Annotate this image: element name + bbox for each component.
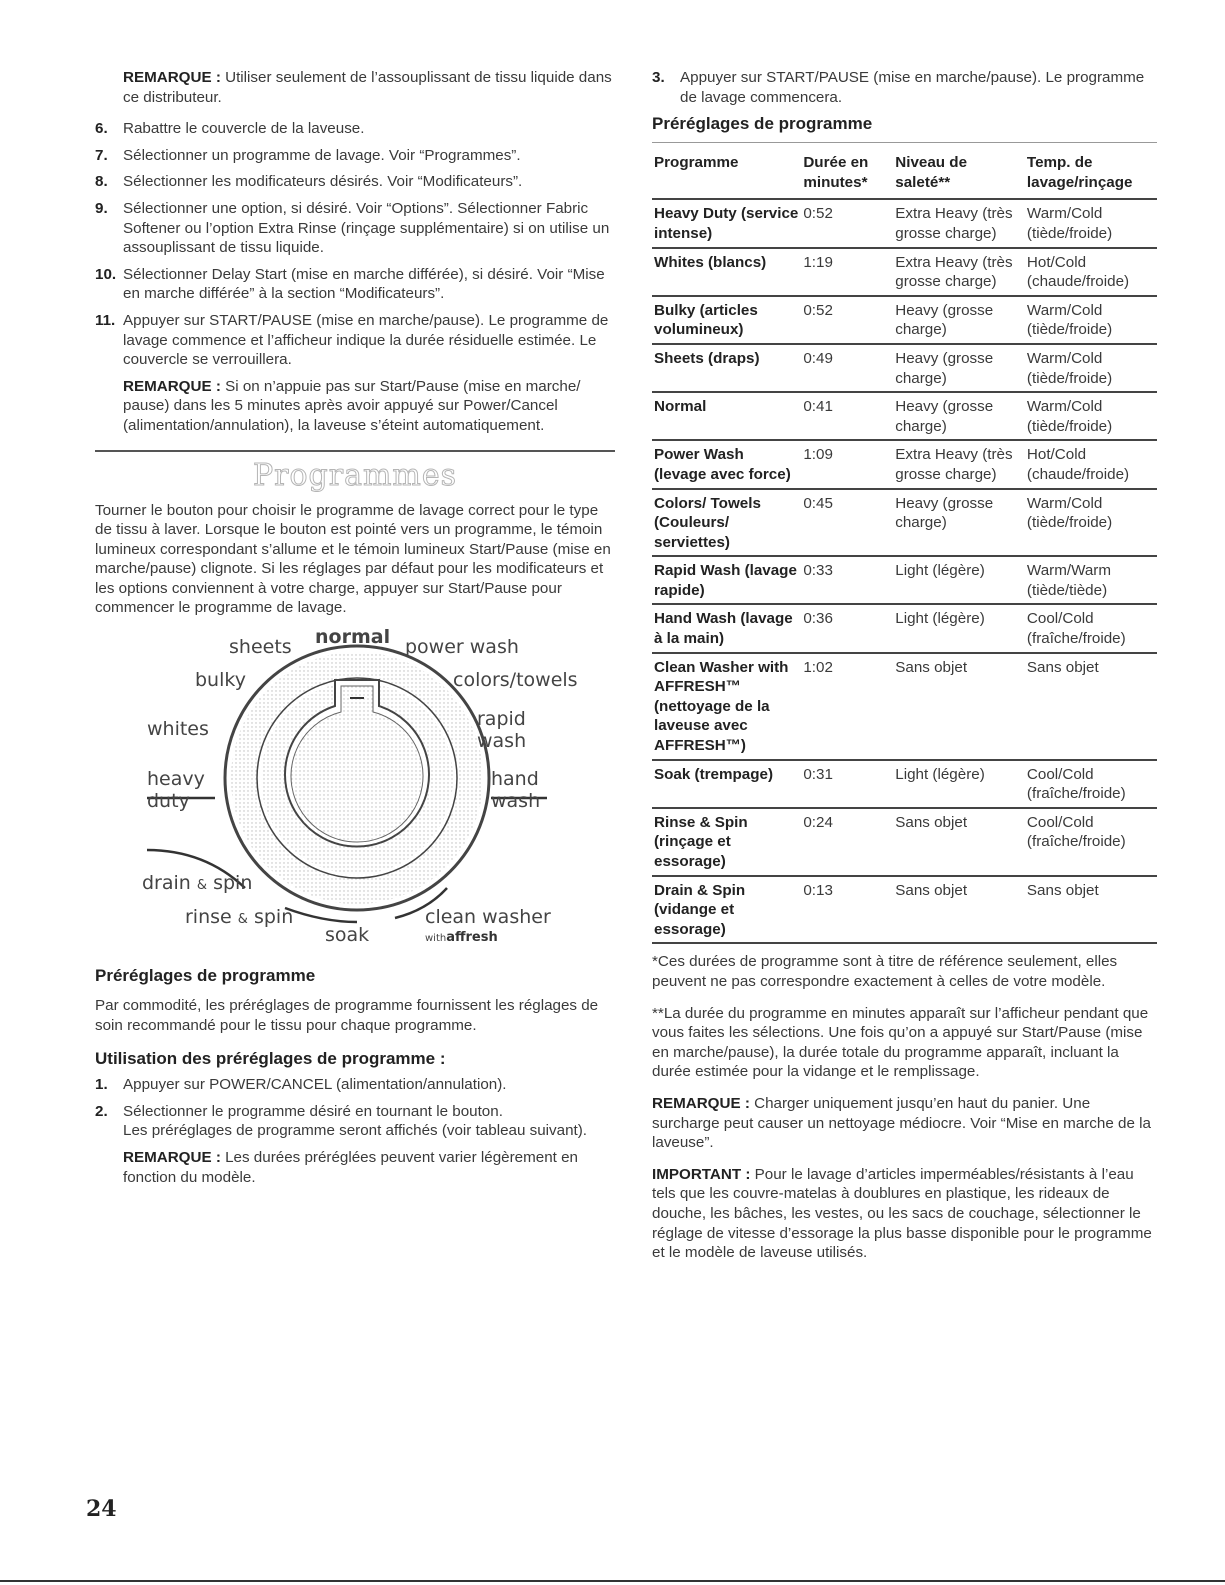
page-number: 24 — [86, 1496, 117, 1522]
dial-label-rapid: rapid — [477, 708, 526, 731]
dial-label-clean-washer: clean washer — [425, 906, 551, 929]
table-row — [652, 392, 1157, 440]
cell-duration: 0:45 — [803, 494, 833, 512]
step-item: 9. Sélectionner une option, si désiré. Voir “Options”. Sélectionner Fabric Softener ou l’option Extra Rinse (rinçage supplémentaire) si on utilise un assouplissant de tissu liquide. — [95, 199, 610, 257]
note-preset-durations: REMARQUE : Les durées préréglées peuvent varier légèrement en fonction du modèle. — [123, 1149, 578, 1186]
cell-duration: 0:33 — [803, 562, 833, 580]
footnote-display: **La durée du programme en minutes apparaît sur l’afficheur pendant que vous faites les sélections. Une fois qu’on a appuyé sur Start/Pause (mise en marche/pause), la durée totale du programme apparaît, incluant la durée estimée pour la vidange et le remplissage. — [652, 1004, 1149, 1081]
bottom-border — [0, 1580, 1225, 1582]
cell-program: Hand Wash (lavage à la main) — [654, 610, 793, 648]
cell-temperature: Warm/Cold (tiède/froide) — [1026, 398, 1113, 435]
cell-temperature: Warm/Cold (tiède/froide) — [1026, 301, 1113, 339]
table-body — [652, 199, 1157, 943]
usage-step-item: 2. Sélectionner le programme désiré en tournant le bouton. Les préréglages de programme seront affichés (voir tableau suivant). — [95, 1102, 588, 1140]
cell-soil-level: Light (légère) — [895, 562, 985, 580]
cell-soil-level: Extra Heavy (très grosse charge) — [895, 446, 1013, 483]
cell-soil-level: Extra Heavy (très grosse charge) — [895, 205, 1013, 242]
footnote-durations: *Ces durées de programme sont à titre de référence seulement, elles peuvent ne pas correspondre exactement à celles de votre modèle. — [652, 953, 1118, 990]
cell-program: Power Wash (levage avec force) — [654, 446, 791, 483]
usage-steps-list — [95, 1075, 615, 1141]
cell-program: Colors/ Towels (Couleurs/ serviettes) — [654, 494, 761, 551]
cell-temperature: Cool/Cold (fraîche/froide) — [1026, 813, 1126, 851]
column-header: Niveau de saleté** — [893, 143, 1025, 200]
table-row — [652, 653, 1157, 760]
table-row — [652, 248, 1157, 296]
dial-label-hand: hand — [491, 768, 539, 791]
dial-label-wash: wash — [477, 730, 527, 753]
cell-program: Rapid Wash (lavage rapide) — [654, 562, 797, 599]
cell-temperature: Warm/Cold (tiède/froide) — [1026, 205, 1113, 242]
dial-label-power-wash: power wash — [405, 636, 519, 659]
table-header-row — [652, 143, 1157, 200]
cell-temperature: Sans objet — [1026, 881, 1099, 899]
cell-duration: 0:13 — [803, 881, 833, 899]
note-softener: REMARQUE : Utiliser seulement de l’assouplissant de tissu liquide dans ce distributeur. — [123, 69, 612, 106]
cell-duration: 0:36 — [803, 610, 833, 628]
table-heading: Préréglages de programme — [652, 114, 873, 134]
table-row — [652, 604, 1157, 652]
cell-duration: 1:02 — [803, 658, 833, 676]
left-column — [95, 68, 615, 1199]
steps-list — [95, 119, 615, 370]
cell-soil-level: Extra Heavy (très grosse charge) — [895, 253, 1013, 291]
column-header: Programme — [652, 143, 801, 200]
dial-label-duty: duty — [147, 790, 190, 813]
affresh-logo: affresh — [446, 930, 498, 946]
cell-soil-level: Sans objet — [895, 658, 968, 676]
dial-label-soak: soak — [325, 924, 370, 947]
cell-duration: 0:24 — [803, 813, 833, 831]
table-row — [652, 760, 1157, 808]
column-header: Durée en minutes* — [801, 143, 893, 200]
cell-temperature: Sans objet — [1026, 658, 1099, 676]
dial-label-bulky: bulky — [195, 669, 246, 692]
cell-program: Whites (blancs) — [654, 253, 767, 271]
table-row — [652, 489, 1157, 557]
note-load-level: REMARQUE : Charger uniquement jusqu’en haut du panier. Une surcharge peut causer un nettoyage médiocre. Voir “Mise en marche de la laveuse”. — [652, 1094, 1151, 1152]
cell-duration: 0:31 — [803, 765, 833, 783]
dial-label-normal: normal — [315, 626, 391, 649]
important-waterproof: IMPORTANT : Pour le lavage d’articles imperméables/résistants à l’eau tels que les couvre-matelas à doublures en plastique, les rideaux de douche, les bâches, les vestes, ou les sacs de couchage, sélectionner le réglage de vitesse d’essorage la plus basse disponible pour le programme et le modèle de laveuse utilisés. — [652, 1165, 1152, 1262]
cell-temperature: Cool/Cold (fraîche/froide) — [1026, 765, 1126, 803]
cell-program: Heavy Duty (service intense) — [654, 205, 799, 242]
dial-label-rinse-spin: rinse & spin — [185, 906, 294, 929]
dial-label-wash: wash — [491, 790, 541, 813]
cell-soil-level: Light (légère) — [895, 765, 985, 783]
section-title: Programmes — [252, 457, 458, 493]
right-column — [652, 68, 1157, 1263]
cell-soil-level: Heavy (grosse charge) — [895, 349, 994, 387]
cell-program: Normal — [654, 398, 707, 416]
cell-temperature: Cool/Cold (fraîche/froide) — [1026, 610, 1126, 648]
step-item: 11. Appuyer sur START/PAUSE (mise en marche/pause). Le programme de lavage commence et l’afficheur indique la durée résiduelle estimée. Le couvercle se verrouillera. — [95, 311, 609, 369]
cycle-presets-table — [652, 142, 1157, 944]
table-row — [652, 876, 1157, 944]
step-item: 10. Sélectionner Delay Start (mise en marche différée), si désiré. Voir “Mise en marche différée” à la section “Modificateurs”. — [95, 265, 605, 303]
table-row — [652, 296, 1157, 344]
step-item: 3. Appuyer sur START/PAUSE (mise en marche/pause). Le programme de lavage commencera. — [652, 69, 1145, 106]
section-divider — [95, 450, 615, 452]
cell-program: Rinse & Spin (rinçage et essorage) — [654, 813, 748, 870]
dial-label-whites: whites — [147, 718, 209, 741]
cell-program: Clean Washer with AFFRESH™ (nettoyage de la laveuse avec AFFRESH™) — [654, 658, 789, 755]
dial-label-with-affresh: withaffresh — [425, 930, 498, 946]
cell-soil-level: Heavy (grosse charge) — [895, 494, 994, 532]
presets-heading: Préréglages de programme — [95, 966, 316, 986]
cell-soil-level: Heavy (grosse charge) — [895, 301, 994, 339]
cell-duration: 0:52 — [803, 205, 833, 223]
usage-heading: Utilisation des préréglages de programme : — [95, 1049, 446, 1069]
cell-soil-level: Sans objet — [895, 881, 968, 899]
cell-duration: 0:49 — [803, 349, 833, 367]
dial-label-colors-towels: colors/towels — [453, 669, 578, 692]
cell-soil-level: Light (légère) — [895, 610, 985, 628]
cell-duration: 0:41 — [803, 398, 833, 416]
dial-label-sheets: sheets — [229, 636, 292, 659]
cell-soil-level: Sans objet — [895, 813, 968, 831]
presets-text: Par commodité, les préréglages de programme fournissent les réglages de soin recommandé pour le tissu pour chaque programme. — [95, 997, 599, 1034]
step-item: 7. Sélectionner un programme de lavage. Voir “Programmes”. — [95, 146, 521, 164]
table-row — [652, 199, 1157, 247]
cell-duration: 0:52 — [803, 301, 833, 319]
right-steps-list — [652, 68, 1157, 107]
step-item: 8. Sélectionner les modificateurs désirés. Voir “Modificateurs”. — [95, 173, 523, 191]
table-row — [652, 344, 1157, 392]
note-auto-off: REMARQUE : Si on n’appuie pas sur Start/Pause (mise en marche/ pause) dans les 5 minutes après avoir appuyé sur Power/Cancel (alimentation/annulation), la laveuse s’éteint automatiquement. — [123, 377, 581, 434]
cell-program: Soak (trempage) — [654, 765, 774, 783]
column-header: Temp. de lavage/rinçage — [1025, 143, 1157, 200]
cell-temperature: Hot/Cold (chaude/froide) — [1026, 253, 1130, 291]
cell-duration: 1:19 — [803, 253, 833, 271]
cell-temperature: Hot/Cold (chaude/froide) — [1026, 446, 1130, 483]
cell-program: Sheets (draps) — [654, 349, 760, 367]
cell-temperature: Warm/Cold (tiède/froide) — [1026, 349, 1113, 387]
step-item: 6. Rabattre le couvercle de la laveuse. — [95, 120, 365, 138]
cell-program: Bulky (articles volumineux) — [654, 301, 758, 339]
usage-step-item: 1. Appuyer sur POWER/CANCEL (alimentation/annulation). — [95, 1076, 507, 1094]
cell-temperature: Warm/Cold (tiède/froide) — [1026, 494, 1113, 532]
table-row — [652, 808, 1157, 876]
cell-duration: 1:09 — [803, 446, 833, 464]
dial-label-drain-spin: drain & spin — [142, 872, 253, 895]
table-row — [652, 556, 1157, 604]
cell-temperature: Warm/Warm (tiède/tiède) — [1026, 562, 1111, 599]
cell-soil-level: Heavy (grosse charge) — [895, 398, 994, 435]
table-row — [652, 440, 1157, 488]
cycle-dial-illustration — [95, 626, 615, 956]
cell-program: Drain & Spin (vidange et essorage) — [654, 881, 746, 938]
programs-intro: Tourner le bouton pour choisir le programme de lavage correct pour le type de tissu à laver. Lorsque le bouton est pointé vers un programme, le témoin lumineux correspondant s’allume et le témoin lumineux Start/Pause (mise en marche/pause) clignote. Si les réglages par défaut pour les modificateurs et les options conviennent à votre charge, appuyer sur Start/Pause pour commencer le programme de lavage. — [95, 501, 611, 617]
dial-label-heavy: heavy — [147, 768, 205, 791]
